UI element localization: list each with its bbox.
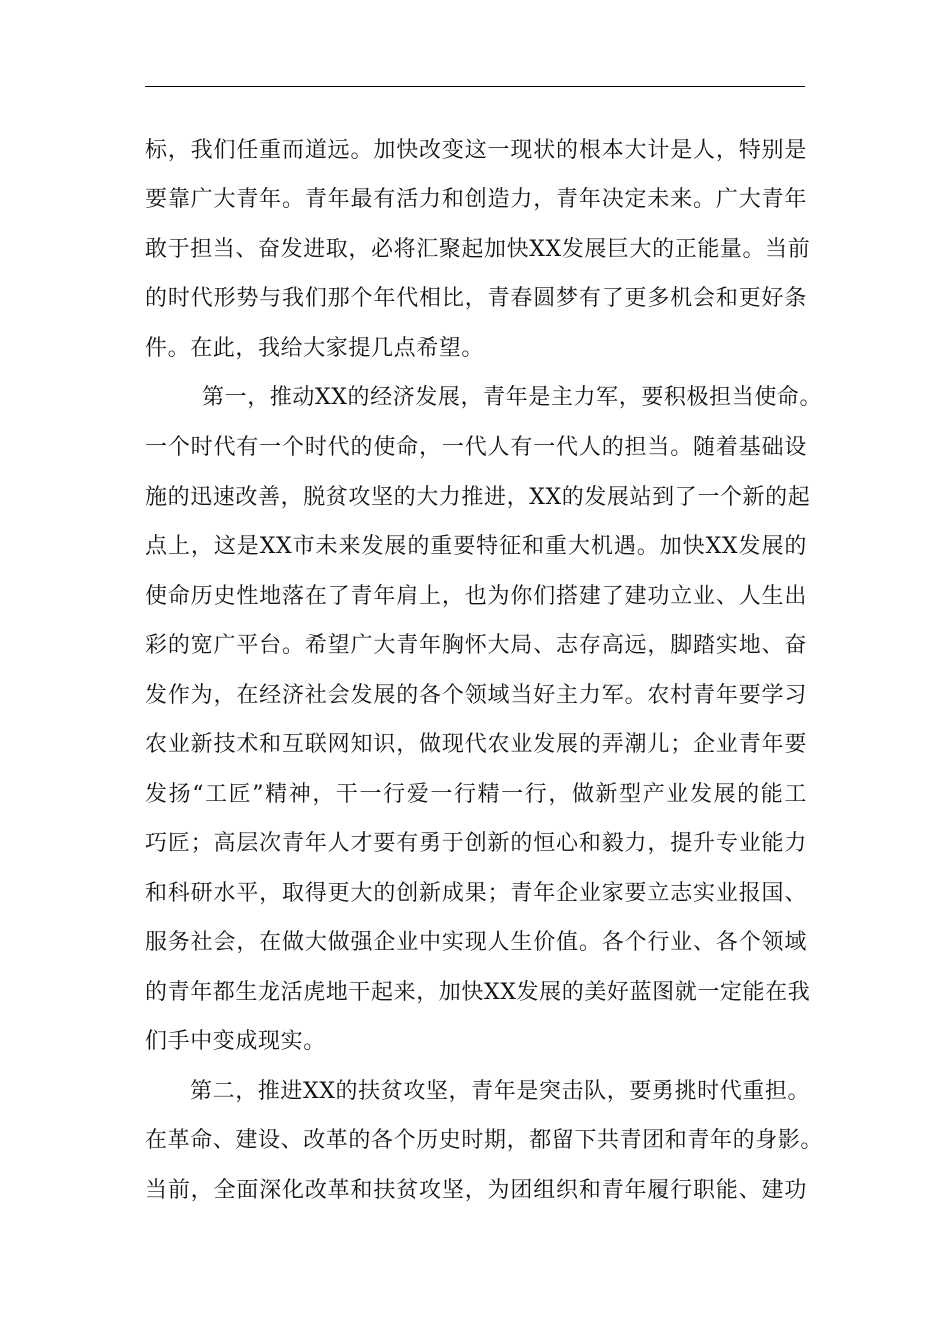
text-line: 要靠广大青年。青年最有活力和创造力，青年决定未来。广大青年 — [145, 187, 807, 212]
header-rule — [145, 86, 805, 87]
text-line: 和科研水平，取得更大的创新成果；青年企业家要立志实业报国、 — [145, 881, 807, 906]
text-line: 发作为，在经济社会发展的各个领域当好主力军。农村青年要学习 — [145, 683, 807, 708]
text-line: 们手中变成现实。 — [145, 1029, 326, 1054]
paragraph-heading-first: 第一，推动XX的经济发展，青年是主力军，要积极担当使命。 — [202, 385, 823, 410]
text-line: 标，我们任重而道远。加快改变这一现状的根本大计是人，特别是 — [145, 138, 807, 163]
text-line: 施的迅速改善，脱贫攻坚的大力推进，XX的发展站到了一个新的起 — [145, 485, 811, 510]
text-line: 彩的宽广平台。希望广大青年胸怀大局、志存高远，脚踏实地、奋 — [145, 633, 807, 658]
text-line: 在革命、建设、改革的各个历史时期，都留下共青团和青年的身影。 — [145, 1128, 824, 1153]
text-line: 发扬“工匠”精神，干一行爱一行精一行，做新型产业发展的能工 — [145, 782, 807, 807]
paragraph-heading-second: 第二，推进XX的扶贫攻坚，青年是突击队，要勇挑时代重担。 — [190, 1079, 811, 1104]
text-line: 敢于担当、奋发进取，必将汇聚起加快XX发展巨大的正能量。当前 — [145, 237, 811, 262]
text-line: 件。在此，我给大家提几点希望。 — [145, 336, 485, 361]
text-line: 服务社会，在做大做强企业中实现人生价值。各个行业、各个领域 — [145, 930, 807, 955]
text-line: 使命历史性地落在了青年肩上，也为你们搭建了建功立业、人生出 — [145, 584, 807, 609]
text-line: 当前，全面深化改革和扶贫攻坚，为团组织和青年履行职能、建功 — [145, 1178, 807, 1203]
text-line: 的时代形势与我们那个年代相比，青春圆梦有了更多机会和更好条 — [145, 286, 807, 311]
text-line: 点上，这是XX市未来发展的重要特征和重大机遇。加快XX发展的 — [145, 534, 807, 559]
text-line: 农业新技术和互联网知识，做现代农业发展的弄潮儿；企业青年要 — [145, 732, 807, 757]
text-line: 的青年都生龙活虎地干起来，加快XX发展的美好蓝图就一定能在我 — [145, 980, 811, 1005]
text-line: 巧匠；高层次青年人才要有勇于创新的恒心和毅力，提升专业能力 — [145, 831, 807, 856]
text-line: 一个时代有一个时代的使命，一代人有一代人的担当。随着基础设 — [145, 435, 807, 460]
